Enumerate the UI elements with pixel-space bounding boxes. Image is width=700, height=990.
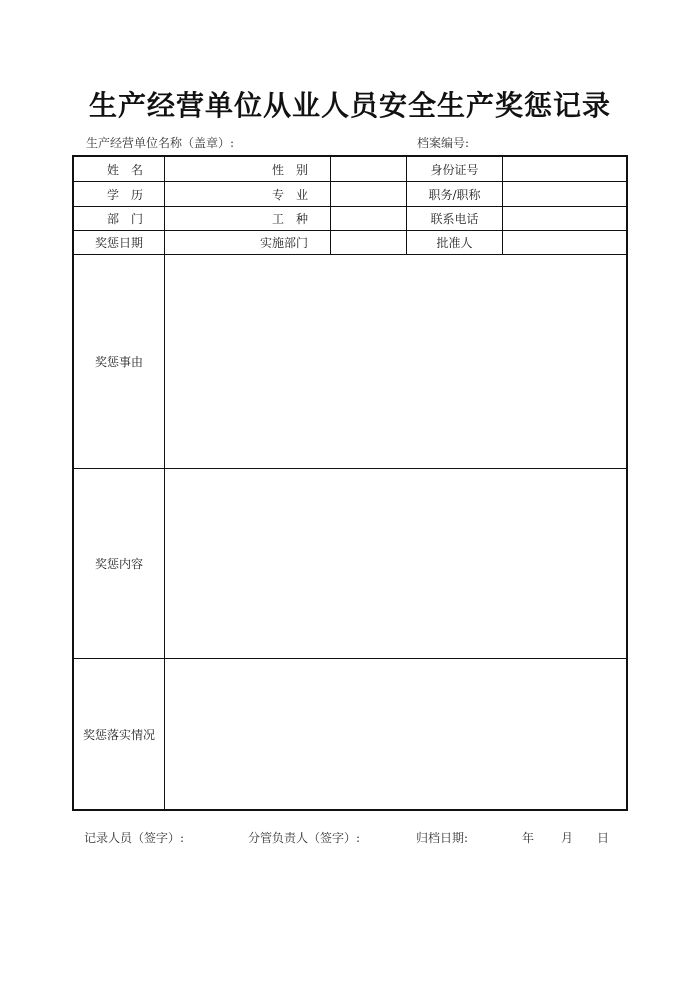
- reason-label: 奖惩事由: [94, 355, 143, 369]
- education-label: 学历: [106, 187, 155, 202]
- department-label: 部门: [106, 211, 155, 226]
- day-label: 日: [597, 831, 610, 845]
- job-type-field[interactable]: [331, 206, 406, 230]
- phone-field[interactable]: [503, 206, 626, 230]
- month-label: 月: [561, 831, 574, 845]
- reward-date-label: 奖惩日期: [94, 235, 143, 250]
- year-label: 年: [522, 831, 535, 845]
- id-number-field[interactable]: [503, 157, 626, 181]
- implementation-field[interactable]: [165, 659, 626, 809]
- position-title-label: 职务/职称: [428, 187, 481, 202]
- archive-number-label: 档案编号:: [417, 136, 470, 150]
- approver-label: 批准人: [436, 235, 473, 250]
- content-field[interactable]: [165, 469, 626, 658]
- major-label: 专业: [271, 187, 320, 202]
- implementing-dept-field[interactable]: [331, 230, 406, 254]
- page-title: 生产经营单位从业人员安全生产奖惩记录: [88, 89, 611, 122]
- id-number-label: 身份证号: [430, 162, 479, 177]
- job-type-label: 工种: [271, 211, 320, 226]
- reason-field[interactable]: [165, 255, 626, 468]
- implementing-dept-label: 实施部门: [259, 235, 308, 250]
- unit-name-label: 生产经营单位名称（盖章）:: [86, 136, 235, 150]
- archive-date-label: 归档日期:: [416, 831, 469, 845]
- implementation-label: 奖惩落实情况: [82, 727, 155, 742]
- gender-label: 性别: [271, 162, 320, 177]
- gender-field[interactable]: [331, 157, 406, 181]
- position-title-field[interactable]: [503, 182, 626, 206]
- phone-label: 联系电话: [430, 211, 479, 226]
- name-label: 姓名: [106, 162, 155, 177]
- approver-field[interactable]: [503, 230, 626, 254]
- recorder-signature-label: 记录人员（签字）:: [84, 831, 185, 845]
- content-label: 奖惩内容: [94, 557, 143, 571]
- supervisor-signature-label: 分管负责人（签字）:: [248, 831, 361, 845]
- record-table: [72, 155, 628, 811]
- major-field[interactable]: [331, 182, 406, 206]
